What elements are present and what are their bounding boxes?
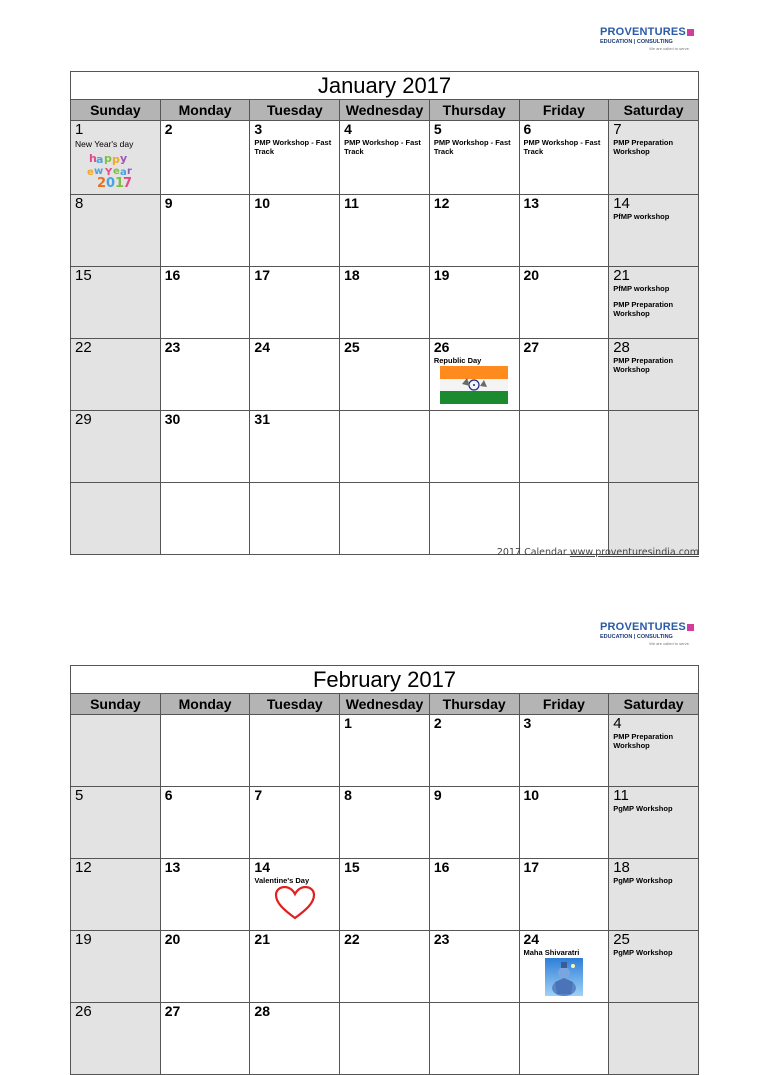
day-cell[interactable] <box>609 859 699 931</box>
week-row <box>71 267 699 339</box>
event-label: New Year's day <box>75 139 134 149</box>
day-cell[interactable] <box>340 267 430 339</box>
day-cell[interactable] <box>250 787 340 859</box>
svg-text:p: p <box>104 152 113 165</box>
day-cell[interactable] <box>429 715 519 787</box>
day-number: 20 <box>164 931 181 947</box>
day-number: 19 <box>75 931 92 948</box>
event-label: PMP Preparation Workshop <box>613 138 674 156</box>
day-cell[interactable] <box>160 859 250 931</box>
day-number: 4 <box>344 121 352 137</box>
day-cell[interactable] <box>160 787 250 859</box>
day-cell[interactable] <box>340 715 430 787</box>
event-label: PMP Preparation Workshop <box>613 356 674 374</box>
day-cell[interactable] <box>250 483 340 555</box>
day-cell[interactable] <box>519 267 609 339</box>
day-cell[interactable] <box>340 787 430 859</box>
day-cell[interactable] <box>519 1003 609 1075</box>
day-number: 29 <box>75 411 92 428</box>
day-number: 5 <box>75 787 84 804</box>
day-number: 20 <box>523 267 540 283</box>
day-cell[interactable] <box>71 715 161 787</box>
event-label: PMP Preparation Workshop <box>613 300 674 318</box>
day-cell[interactable] <box>429 339 519 411</box>
svg-text:y: y <box>120 152 128 165</box>
day-cell[interactable] <box>429 787 519 859</box>
week-row <box>71 483 699 555</box>
day-cell[interactable] <box>71 195 161 267</box>
day-cell[interactable] <box>250 859 340 931</box>
shiva-image <box>524 958 605 1001</box>
svg-text:w: w <box>94 166 104 177</box>
event-label: PMP Workshop - Fast Track <box>433 138 511 156</box>
week-row <box>71 411 699 483</box>
day-header-tuesday: Tuesday <box>250 694 340 715</box>
event-label: PfMP workshop <box>613 212 670 221</box>
day-cell[interactable] <box>71 339 161 411</box>
day-cell[interactable] <box>160 483 250 555</box>
day-number: 15 <box>344 859 360 875</box>
day-cell[interactable] <box>71 411 161 483</box>
day-cell[interactable] <box>71 859 161 931</box>
day-number: 1 <box>75 121 84 138</box>
day-cell[interactable] <box>609 483 699 555</box>
svg-text:7: 7 <box>123 176 133 188</box>
day-cell[interactable] <box>609 715 699 787</box>
day-number: 12 <box>433 195 450 211</box>
day-header-friday: Friday <box>519 100 609 121</box>
event-label: PgMP Workshop <box>613 804 673 813</box>
svg-text:2: 2 <box>97 176 107 188</box>
day-cell[interactable] <box>519 411 609 483</box>
day-number: 15 <box>75 267 92 284</box>
day-cell[interactable] <box>519 787 609 859</box>
day-cell[interactable] <box>519 483 609 555</box>
day-number: 23 <box>164 339 181 355</box>
day-cell[interactable] <box>250 195 340 267</box>
svg-text:1: 1 <box>115 176 125 188</box>
day-number: 14 <box>613 195 630 212</box>
day-header-monday: Monday <box>160 100 250 121</box>
day-cell[interactable] <box>160 339 250 411</box>
logo-tagline: We are called to serve. <box>649 46 690 51</box>
day-cell[interactable] <box>160 267 250 339</box>
day-cell[interactable] <box>609 1003 699 1075</box>
month-title: February 2017 <box>71 666 699 694</box>
day-number: 12 <box>75 859 92 876</box>
day-cell[interactable] <box>71 1003 161 1075</box>
week-row <box>71 859 699 931</box>
day-number: 27 <box>523 339 540 355</box>
day-header-thursday: Thursday <box>429 694 519 715</box>
day-cell[interactable] <box>340 195 430 267</box>
day-number: 28 <box>613 339 630 356</box>
day-number: 31 <box>254 411 270 427</box>
day-number: 5 <box>433 121 442 137</box>
day-number: 6 <box>523 121 532 137</box>
day-cell[interactable] <box>609 339 699 411</box>
day-cell[interactable] <box>340 931 430 1003</box>
svg-text:p: p <box>112 153 121 166</box>
day-cell[interactable] <box>609 931 699 1003</box>
logo <box>600 621 700 655</box>
day-number: 24 <box>254 339 270 355</box>
day-number: 21 <box>254 931 270 947</box>
day-number: 6 <box>164 787 173 803</box>
day-cell[interactable] <box>429 859 519 931</box>
week-row <box>71 787 699 859</box>
day-number: 10 <box>254 195 270 211</box>
event-label: PgMP Workshop <box>613 948 673 957</box>
day-header-saturday: Saturday <box>609 694 699 715</box>
day-number: 3 <box>254 121 263 137</box>
day-number: 7 <box>254 787 263 803</box>
day-number: 7 <box>613 121 622 138</box>
day-header-saturday: Saturday <box>609 100 699 121</box>
day-number: 18 <box>613 859 630 876</box>
day-cell[interactable] <box>519 859 609 931</box>
day-number: 2 <box>433 715 442 731</box>
day-number: 21 <box>613 267 630 284</box>
day-cell[interactable] <box>71 121 161 195</box>
event-label: PgMP Workshop <box>613 876 673 885</box>
day-cell[interactable] <box>160 195 250 267</box>
day-number: 17 <box>523 859 540 875</box>
day-number: 18 <box>344 267 360 283</box>
week-row <box>71 195 699 267</box>
svg-text:r: r <box>127 166 133 177</box>
calendar-february <box>70 665 699 1075</box>
logo <box>600 26 700 60</box>
day-cell[interactable] <box>250 267 340 339</box>
day-cell[interactable] <box>519 121 609 195</box>
logo-name: PROVENTURES <box>600 26 700 38</box>
week-row <box>71 339 699 411</box>
day-cell[interactable] <box>250 339 340 411</box>
day-number: 28 <box>254 1003 270 1019</box>
day-header-friday: Friday <box>519 694 609 715</box>
day-cell[interactable] <box>340 339 430 411</box>
day-cell[interactable] <box>429 195 519 267</box>
day-number: 3 <box>523 715 532 731</box>
day-cell[interactable] <box>340 483 430 555</box>
week-row <box>71 1003 699 1075</box>
day-cell[interactable] <box>609 121 699 195</box>
day-number: 26 <box>75 1003 92 1020</box>
week-row <box>71 715 699 787</box>
event-label: PMP Workshop - Fast Track <box>254 138 332 156</box>
day-number: 8 <box>75 195 84 212</box>
day-header-sunday: Sunday <box>71 694 161 715</box>
day-cell[interactable] <box>250 931 340 1003</box>
day-number: 13 <box>164 859 181 875</box>
day-cell[interactable] <box>429 931 519 1003</box>
day-number: 27 <box>164 1003 181 1019</box>
day-number: 19 <box>433 267 450 283</box>
day-number: 10 <box>523 787 540 803</box>
day-cell[interactable] <box>250 715 340 787</box>
day-cell[interactable] <box>71 483 161 555</box>
day-cell[interactable] <box>160 411 250 483</box>
day-cell[interactable] <box>519 339 609 411</box>
month-title: January 2017 <box>71 72 699 100</box>
svg-text:h: h <box>89 152 98 165</box>
day-number: 23 <box>433 931 450 947</box>
footer-text: 2017 Calendar <box>496 547 570 558</box>
footer <box>497 547 699 558</box>
logo-subtitle: EDUCATION | CONSULTING <box>600 39 673 45</box>
day-number: 25 <box>613 931 630 948</box>
day-header-thursday: Thursday <box>429 100 519 121</box>
day-cell[interactable] <box>250 411 340 483</box>
event-label: PMP Workshop - Fast Track <box>344 138 421 156</box>
day-cell[interactable] <box>519 195 609 267</box>
day-cell[interactable] <box>429 483 519 555</box>
event-label: Maha Shivaratri <box>523 948 580 957</box>
day-cell[interactable] <box>71 787 161 859</box>
day-cell[interactable] <box>609 267 699 339</box>
day-number: 22 <box>344 931 360 947</box>
day-cell[interactable] <box>519 715 609 787</box>
event-label: PfMP workshop <box>613 284 670 293</box>
day-cell[interactable] <box>160 931 250 1003</box>
svg-text:Y: Y <box>105 167 113 178</box>
event-label: Valentine's Day <box>254 876 310 885</box>
day-cell[interactable] <box>250 121 340 195</box>
day-cell[interactable] <box>71 931 161 1003</box>
svg-text:a: a <box>96 153 104 166</box>
day-cell[interactable] <box>429 121 519 195</box>
website-link[interactable]: www.proventuresindia.com <box>569 547 699 558</box>
day-number: 16 <box>164 267 181 283</box>
day-cell[interactable] <box>71 267 161 339</box>
day-number: 26 <box>433 339 450 355</box>
day-cell[interactable] <box>340 411 430 483</box>
day-cell[interactable] <box>160 1003 250 1075</box>
day-header-tuesday: Tuesday <box>250 100 340 121</box>
day-cell[interactable] <box>429 1003 519 1075</box>
event-label: Republic Day <box>433 356 482 365</box>
day-number: 22 <box>75 339 92 356</box>
day-cell[interactable] <box>160 715 250 787</box>
day-number: 4 <box>613 715 622 732</box>
calendar-january <box>70 71 699 555</box>
day-header-wednesday: Wednesday <box>340 694 430 715</box>
day-cell[interactable] <box>340 1003 430 1075</box>
day-cell[interactable] <box>609 195 699 267</box>
day-number: 24 <box>523 931 540 947</box>
day-number: 8 <box>344 787 352 803</box>
day-cell[interactable] <box>519 931 609 1003</box>
svg-text:0: 0 <box>106 176 116 188</box>
day-cell[interactable] <box>250 1003 340 1075</box>
day-number: 9 <box>164 195 173 211</box>
day-number: 17 <box>254 267 270 283</box>
day-cell[interactable] <box>609 787 699 859</box>
logo-name: PROVENTURES <box>600 621 700 633</box>
logo-tagline: We are called to serve. <box>649 641 690 646</box>
day-number: 13 <box>523 195 540 211</box>
day-header-wednesday: Wednesday <box>340 100 430 121</box>
day-number: 9 <box>433 787 442 803</box>
day-header-monday: Monday <box>160 694 250 715</box>
day-number: 11 <box>344 195 359 211</box>
day-number: 14 <box>254 859 270 875</box>
svg-text:e: e <box>113 166 121 177</box>
day-cell[interactable] <box>429 411 519 483</box>
day-cell[interactable] <box>160 121 250 195</box>
svg-text:a: a <box>120 167 128 178</box>
day-number: 25 <box>344 339 360 355</box>
event-label: PMP Workshop - Fast Track <box>523 138 601 156</box>
week-row <box>71 931 699 1003</box>
day-cell[interactable] <box>429 267 519 339</box>
heart-icon <box>254 886 335 925</box>
day-header-sunday: Sunday <box>71 100 161 121</box>
logo-subtitle: EDUCATION | CONSULTING <box>600 634 673 640</box>
day-cell[interactable] <box>609 411 699 483</box>
india-flag-image <box>434 366 515 409</box>
day-number: 30 <box>164 411 181 427</box>
day-number: 11 <box>613 787 629 804</box>
day-number: 2 <box>164 121 173 137</box>
week-row <box>71 121 699 195</box>
day-number: 16 <box>433 859 450 875</box>
happy-new-year-2017-image <box>75 150 156 193</box>
svg-text:e: e <box>87 167 95 178</box>
day-cell[interactable] <box>340 859 430 931</box>
day-cell[interactable] <box>340 121 430 195</box>
event-label: PMP Preparation Workshop <box>613 732 674 750</box>
day-number: 1 <box>344 715 352 731</box>
